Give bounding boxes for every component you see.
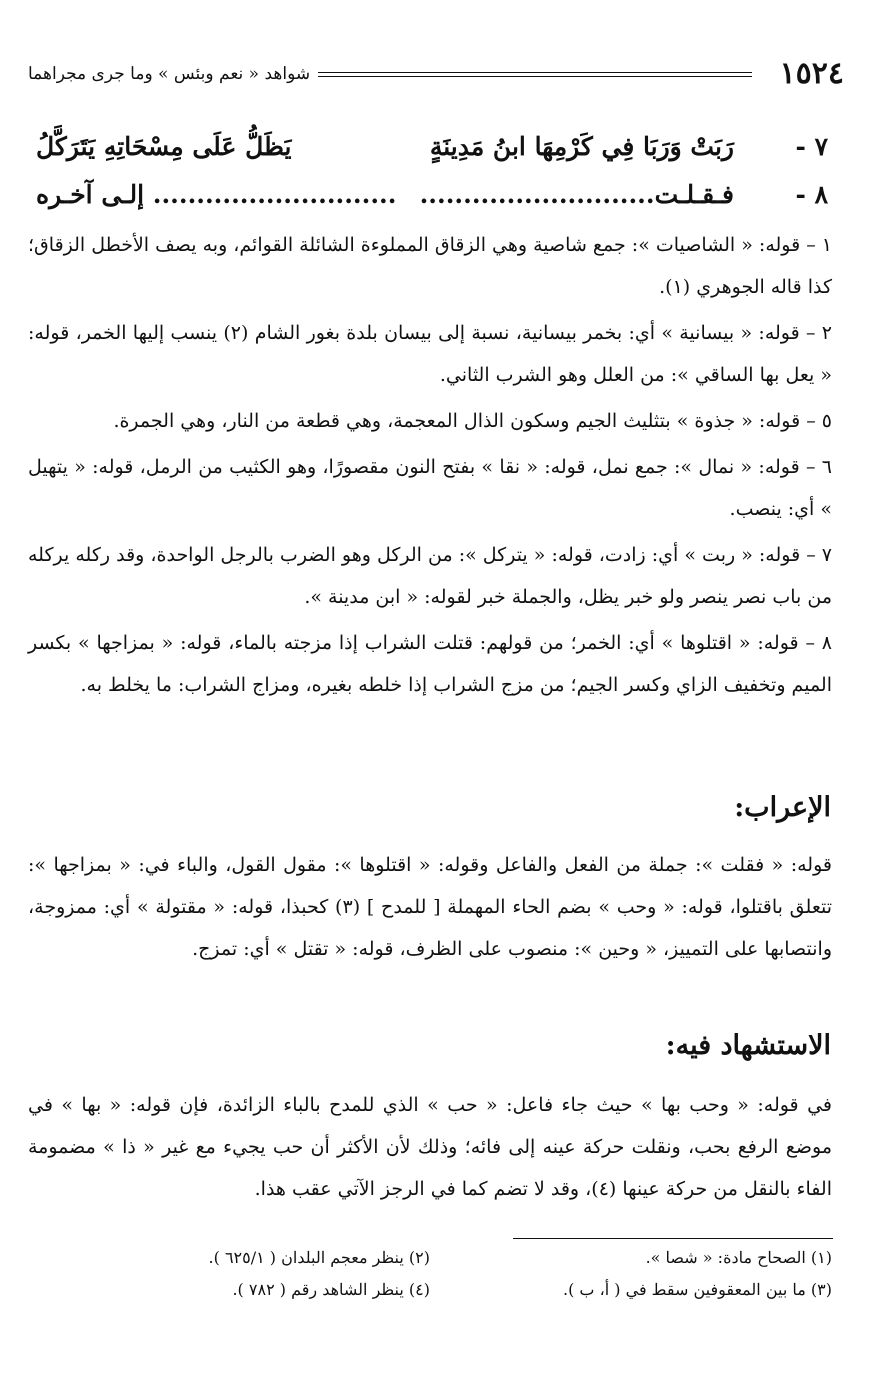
gloss-paragraph: ٨ – قوله: « اقتلوها » أي: الخمر؛ من قولهم: قتلت الشراب إذا مزجته بالماء، قوله: « بمزاجها » بكسر الميم وتخفيف الزاي وكسر الجيم؛ من مزج الشراب إذا خلطه بغيره، ومزاج الشراب: ما يخلط به. [28,632,832,696]
verse-number: ٨ - [795,180,828,209]
footnote: (٤) ينظر الشاهد رقم ( ٧٨٢ ). [232,1280,430,1299]
page-header [28,58,844,92]
footnotes-divider [513,1238,833,1239]
footnotes [28,1248,832,1312]
running-title: شواهد « نعم وبئس » وما جرى مجراهما [28,64,311,84]
footnote: (٢) ينظر معجم البلدان ( ٦٢٥/١ ). [208,1248,430,1267]
istishhad-section [28,1084,832,1214]
istishhad-heading: الاستشهاد فيه: [665,1030,831,1061]
gloss-paragraph: ٦ – قوله: « نمال »: جمع نمل، قوله: « نقا » بفتح النون مقصورًا، وهو الكثيب من الرمل، قوله: « يتهيل » أي: ينصب. [28,456,832,520]
irab-paragraph: قوله: « فقلت »: جملة من الفعل والفاعل وقوله: « اقتلوها »: مقول القول، والباء في: « بمزاجها »: تتعلق باقتلوا، قوله: « وحب » بضم الحاء المهملة [ للمدح ] (٣) كحبذا، قوله: « مقتولة » أي: ممزوجة، وانتصابها على التمييز، « وحين »: منصوب على الظرف، قوله: « تقتل » أي: تمزج. [28,854,833,960]
gloss-paragraph: ١ – قوله: « الشاصيات »: جمع شاصية وهي الزقاق المملوءة الشائلة القوائم، وبه يصف الأخطل الزقاق؛ كذا قاله الجوهري (١). [28,234,832,298]
verse-line [36,176,828,220]
gloss-paragraph: ٥ – قوله: « جذوة » بتثليث الجيم وسكون الذال المعجمة، وهي قطعة من النار، وهي الجمرة. [113,410,832,432]
irab-heading: الإعراب: [734,792,831,823]
verse-line [36,128,828,172]
gloss-paragraph: ٢ – قوله: « بيسانية » أي: بخمر بيسانية، نسبة إلى بيسان بلدة بغور الشام (٢) ينسب إليها الخمر، قوله: « يعل بها الساقي »: من العلل وهو الشرب الثاني. [28,322,832,386]
header-rule [318,72,752,77]
verse-first-hemistich: فـقـلـت........................... [419,180,734,209]
glosses-section [28,224,832,710]
footnote: (٣) ما بين المعقوفين سقط في ( أ، ب ). [563,1280,832,1299]
verse-number: ٧ - [795,132,828,161]
istishhad-paragraph: في قوله: « وحب بها » حيث جاء فاعل: « حب » الذي للمدح بالباء الزائدة، فإن قوله: « بها » في موضع الرفع بحب، ونقلت حركة عينه إلى فائه؛ وذلك لأن الأكثر أن حب يجيء مع غير « ذا » مضمومة الفاء بالنقل من حركة عينها (٤)، وقد لا تضم كما في الرجز الآتي عقب هذا. [28,1094,832,1200]
page-number: ١٥٢٤ [779,56,844,91]
footnote: (١) الصحاح مادة: « شصا ». [645,1248,832,1267]
verse-second-hemistich: ............................ إلـى آخـره [36,180,397,209]
verse-second-hemistich: يَظَلُّ عَلَى مِسْحَاتِهِ يَتَرَكَّلُ [36,132,292,161]
irab-section [28,844,832,974]
gloss-paragraph: ٧ – قوله: « ربت » أي: زادت، قوله: « يتركل »: من الركل وهو الضرب بالرجل الواحدة، وقد ركله يركله من باب نصر ينصر ولو خبر يظل، والجملة خبر لقوله: « ابن مدينة ». [28,544,832,608]
verse-first-hemistich: رَبَتْ وَرَبَا فِي كَرْمِهَا ابنُ مَدِينَةٍ [429,132,734,161]
